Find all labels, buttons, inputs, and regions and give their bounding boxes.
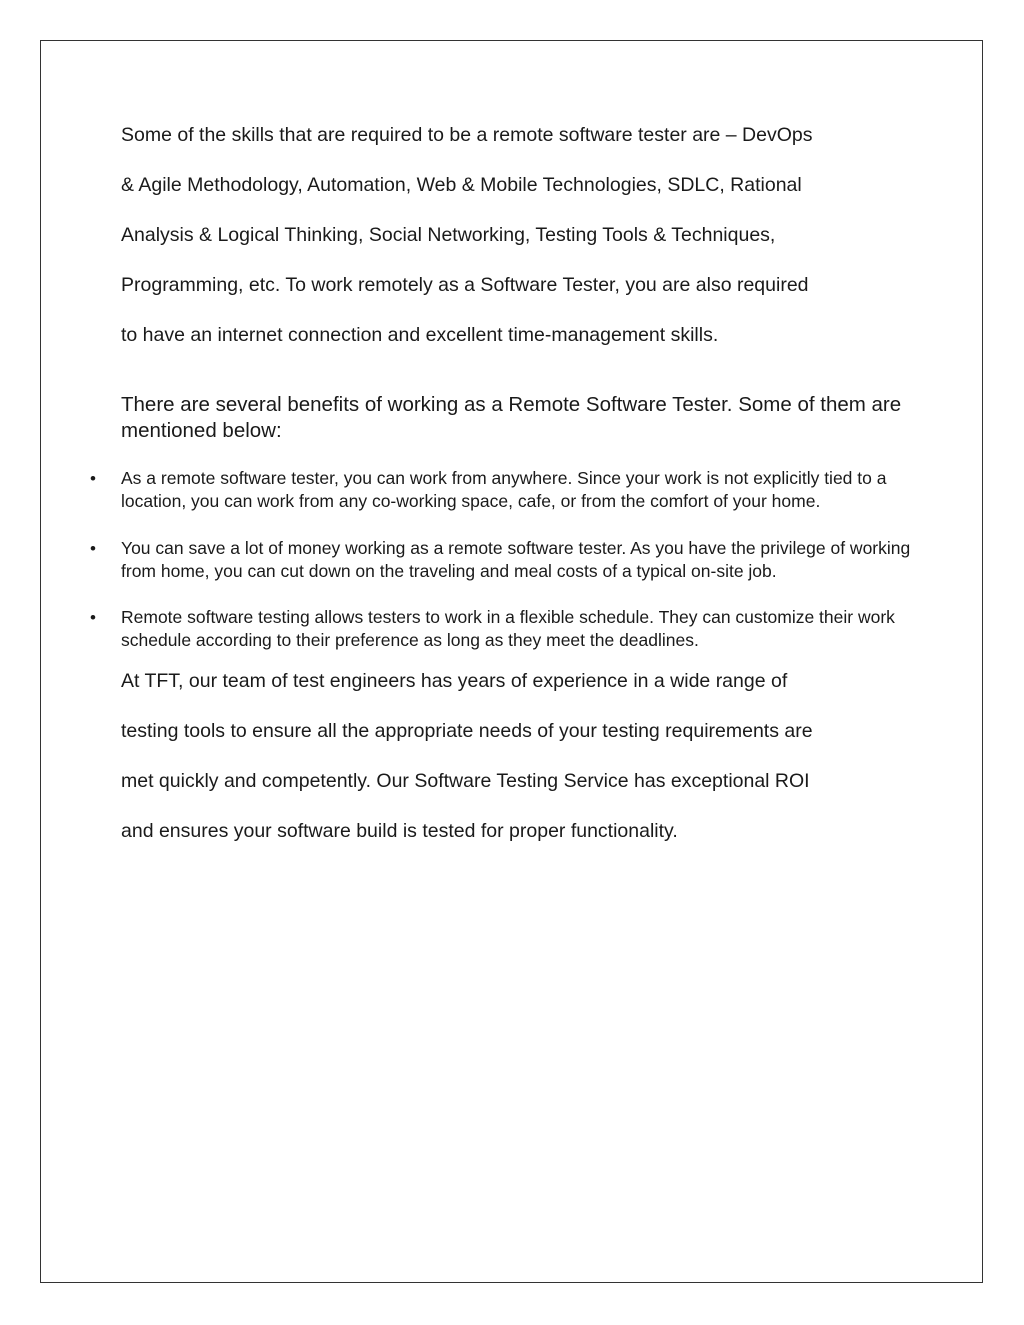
bullet-icon: • [90, 469, 96, 488]
page-content [90, 118, 911, 856]
benefits-list [90, 467, 911, 653]
benefit-text: Remote software testing allows testers to work in a flexible schedule. They can customize their work schedule according to their preference as long as they meet the deadlines. [121, 607, 895, 651]
closing-paragraph [121, 656, 911, 856]
skills-line: to have an internet connection and excellent time-management skills. [121, 324, 719, 346]
closing-line: testing tools to ensure all the appropriate needs of your testing requirements are [121, 719, 813, 742]
bullet-icon: • [90, 608, 96, 628]
list-item [90, 537, 911, 584]
skills-paragraph [121, 110, 911, 360]
benefit-text: You can save a lot of money working as a remote software tester. As you have the privilege of working from home, you can cut down on the traveling and meal costs of a typical on-site job. [121, 537, 911, 581]
closing-line: At TFT, our team of test engineers has years of experience in a wide range of [121, 669, 788, 692]
list-item [90, 467, 911, 514]
skills-line: Programming, etc. To work remotely as a Software Tester, you are also required [121, 274, 809, 296]
skills-line: Analysis & Logical Thinking, Social Networking, Testing Tools & Techniques, [121, 224, 776, 246]
skills-line: Some of the skills that are required to be a remote software tester are – DevOps [121, 124, 813, 146]
closing-line: met quickly and competently. Our Software Testing Service has exceptional ROI [121, 769, 810, 792]
skills-line: & Agile Methodology, Automation, Web & Mobile Technologies, SDLC, Rational [121, 174, 802, 196]
closing-line: and ensures your software build is tested for proper functionality. [121, 819, 678, 842]
bullet-icon: • [90, 538, 96, 558]
benefit-text: As a remote software tester, you can work from anywhere. Since your work is not explicitly tied to a location, you can work from any co-working space, cafe, or from the comfort of your home. [121, 468, 887, 512]
list-item [90, 606, 911, 653]
benefits-intro: There are several benefits of working as a Remote Software Tester. Some of them are mentioned below: [121, 393, 902, 442]
